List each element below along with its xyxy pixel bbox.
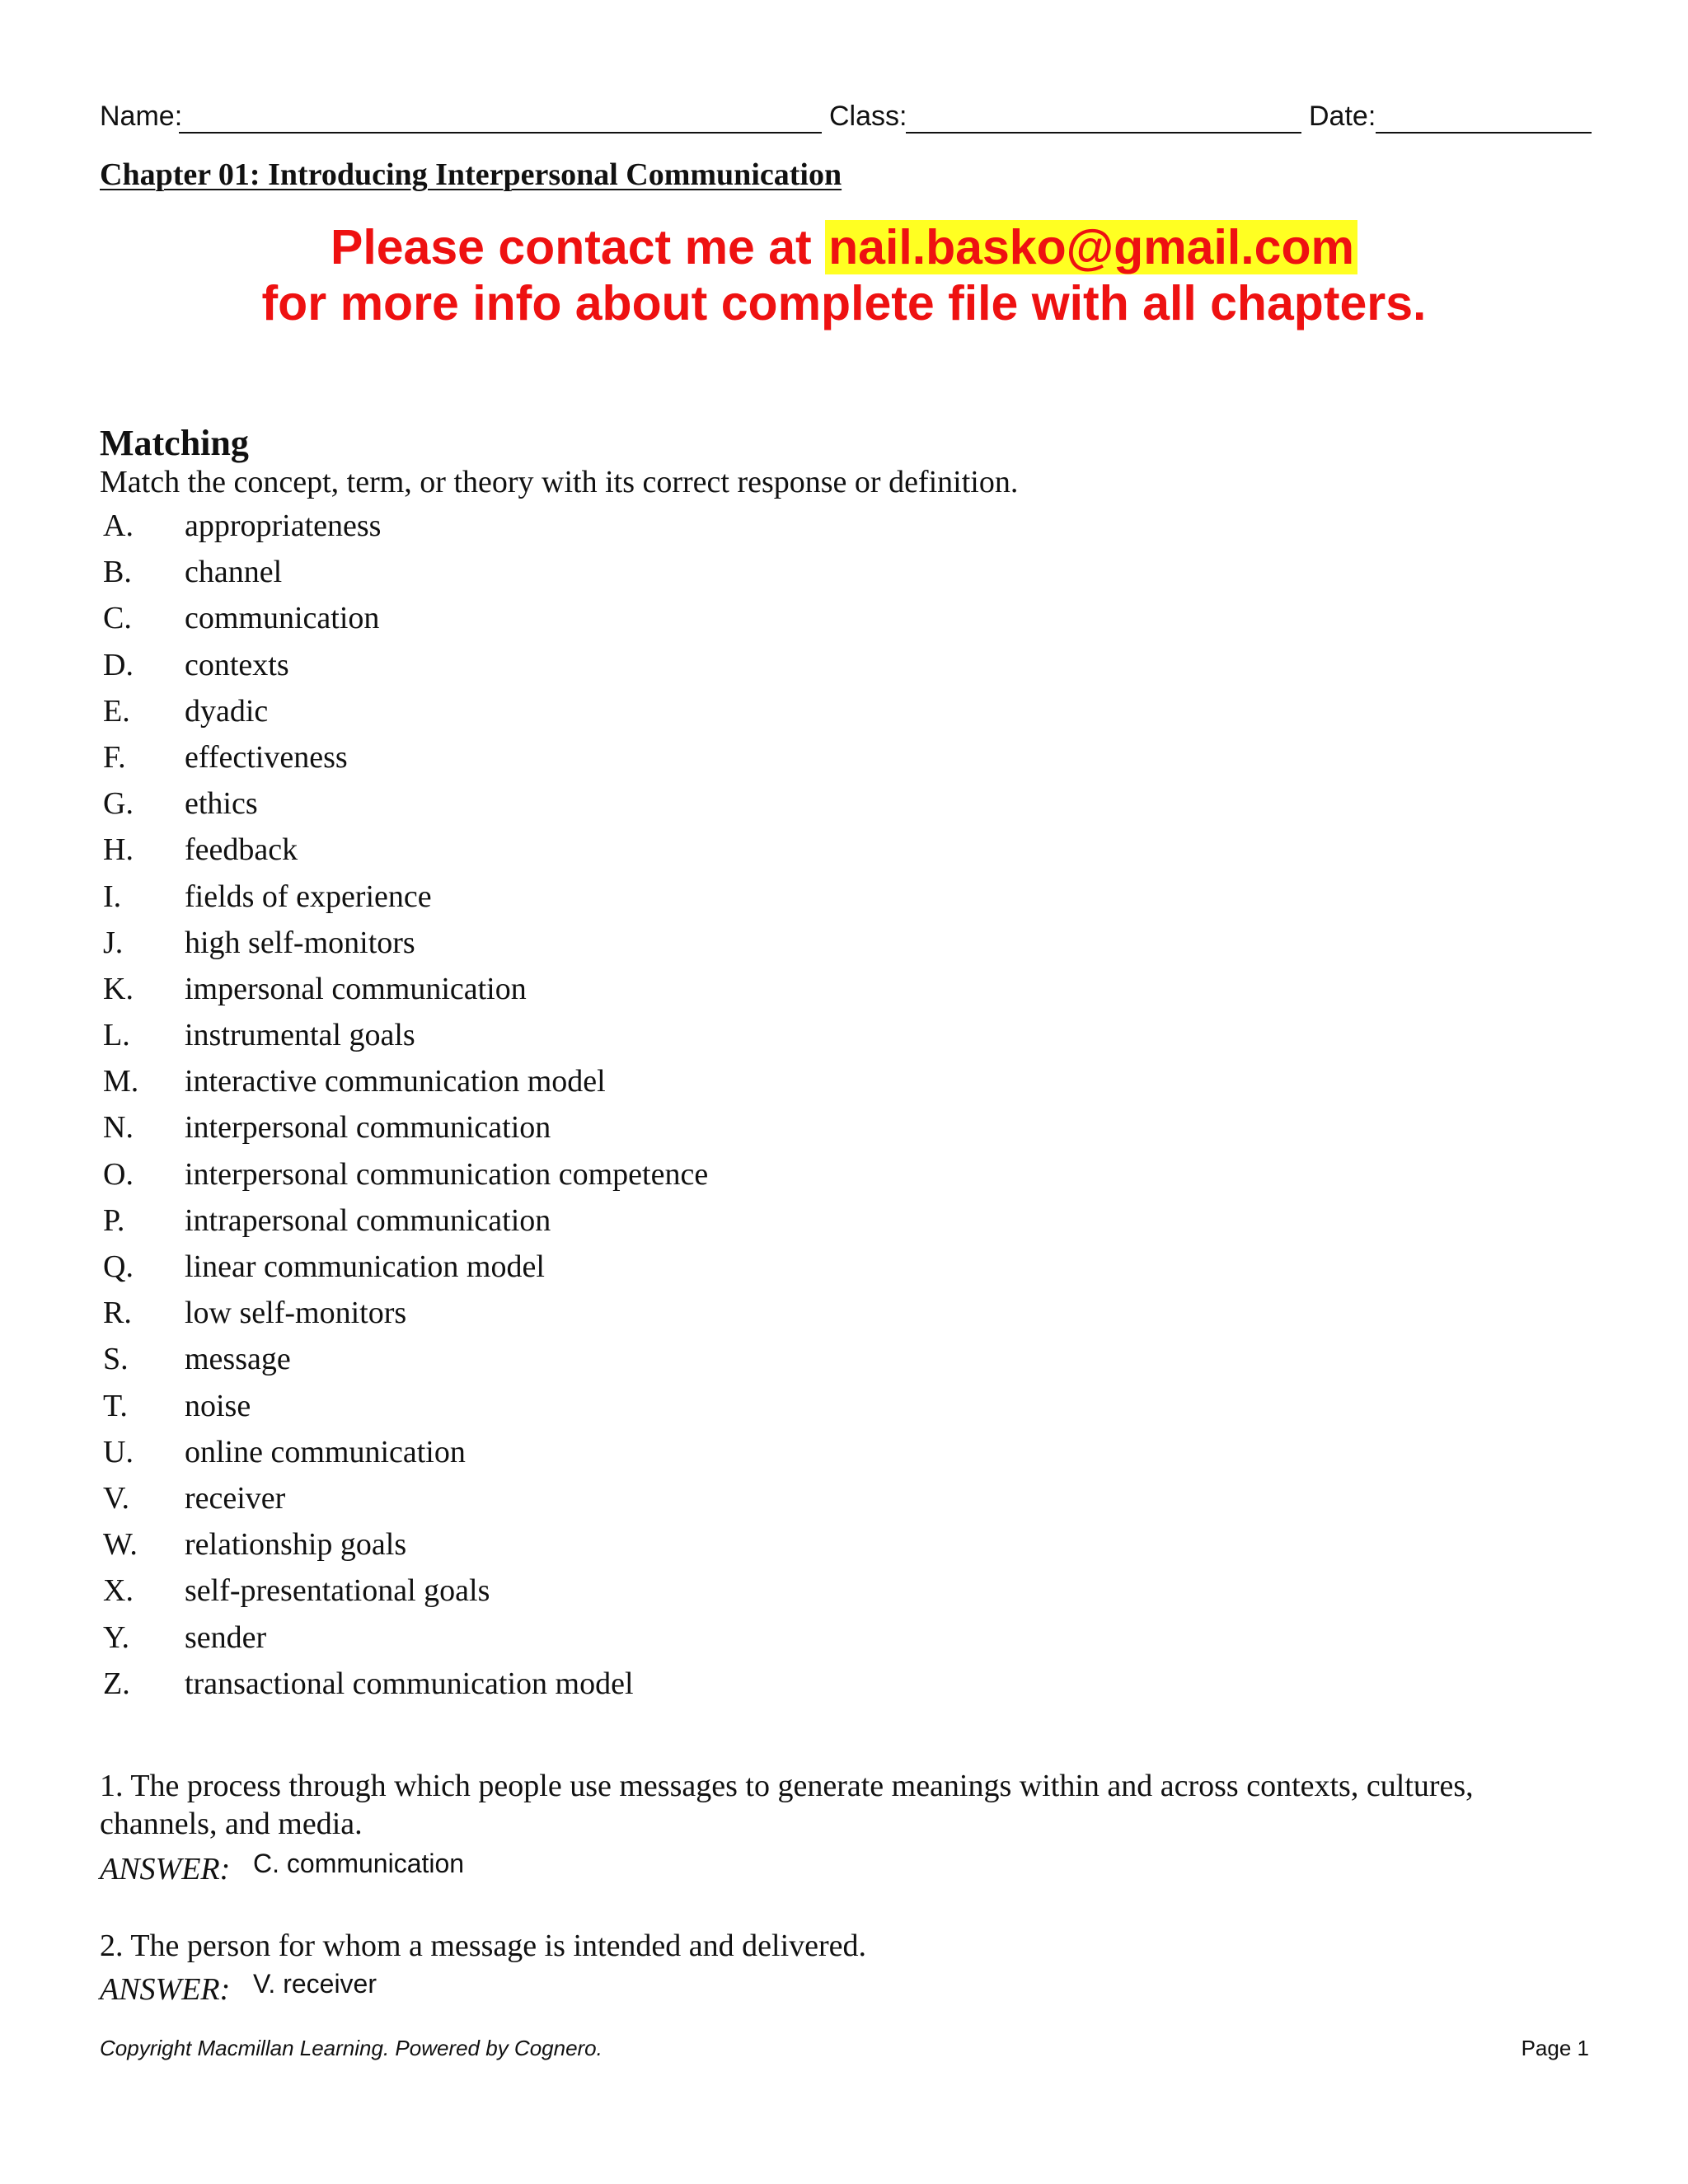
option-term: high self-monitors xyxy=(185,925,415,960)
class-label: Class: xyxy=(829,101,907,132)
chapter-title: Chapter 01: Introducing Interpersonal Communication xyxy=(100,157,842,192)
option-letter: C. xyxy=(103,601,132,636)
option-term: impersonal communication xyxy=(185,971,527,1006)
answer-row-1 xyxy=(100,1851,464,1887)
answer-label: ANSWER: xyxy=(100,1852,231,1886)
option-letter: E. xyxy=(103,693,130,729)
student-info-row xyxy=(100,97,1592,138)
option-letter: D. xyxy=(103,647,134,682)
option-letter: I. xyxy=(103,879,122,914)
contact-email: nail.basko@gmail.com xyxy=(825,220,1357,274)
option-letter: B. xyxy=(103,555,132,590)
option-term: low self-monitors xyxy=(185,1296,407,1331)
class-blank-line xyxy=(906,132,1301,134)
option-letter: R. xyxy=(103,1296,132,1331)
option-term: receiver xyxy=(185,1480,286,1516)
option-letter: X. xyxy=(103,1573,134,1609)
name-label: Name: xyxy=(100,101,183,132)
date-field[interactable] xyxy=(1309,97,1592,137)
option-term: relationship goals xyxy=(185,1527,407,1563)
option-term: instrumental goals xyxy=(185,1018,415,1053)
option-letter: A. xyxy=(103,509,134,543)
option-letter: O. xyxy=(103,1156,134,1192)
option-letter: L. xyxy=(103,1018,130,1053)
option-term: ethics xyxy=(185,786,258,822)
date-label: Date: xyxy=(1309,101,1376,132)
name-field[interactable] xyxy=(100,97,822,137)
contact-line-1 xyxy=(0,219,1688,275)
option-term: communication xyxy=(185,601,380,636)
option-term: interpersonal communication xyxy=(185,1110,551,1146)
option-letter: T. xyxy=(103,1388,128,1423)
option-term: linear communication model xyxy=(185,1249,545,1284)
option-letter: G. xyxy=(103,786,134,822)
option-term: noise xyxy=(185,1388,251,1423)
option-letter: Z. xyxy=(103,1666,130,1701)
option-letter: S. xyxy=(103,1342,129,1377)
question-1: 1. The process through which people use messages to generate meanings within and across contexts, cultures, channels, and media. xyxy=(100,1769,1474,1841)
contact-line-2: for more info about complete file with all chapters. xyxy=(261,276,1427,330)
option-term: message xyxy=(185,1342,291,1377)
option-term: channel xyxy=(185,555,283,590)
option-term: fields of experience xyxy=(185,879,432,914)
option-letter: H. xyxy=(103,832,134,868)
contact-notice xyxy=(0,219,1688,331)
option-letter: W. xyxy=(103,1527,138,1563)
option-letter: U. xyxy=(103,1434,134,1469)
option-letter: J. xyxy=(103,925,124,960)
option-term: transactional communication model xyxy=(185,1666,634,1701)
date-blank-line xyxy=(1376,132,1592,134)
option-letter: K. xyxy=(103,971,134,1006)
option-term: feedback xyxy=(185,832,298,868)
option-letter: V. xyxy=(103,1480,130,1516)
option-term: contexts xyxy=(185,647,289,682)
option-letter: Q. xyxy=(103,1249,134,1284)
option-letter: Y. xyxy=(103,1619,130,1655)
option-letter: M. xyxy=(103,1064,139,1099)
footer-copyright: Copyright Macmillan Learning. Powered by Cognero. xyxy=(100,2036,603,2060)
answer-label: ANSWER: xyxy=(100,1972,231,2007)
question-2: 2. The person for whom a message is intended and delivered. xyxy=(100,1929,867,1963)
class-field[interactable] xyxy=(829,97,1301,137)
matching-instructions: Match the concept, term, or theory with its correct response or definition. xyxy=(100,465,1019,499)
option-term: dyadic xyxy=(185,693,269,729)
page-number: Page 1 xyxy=(1521,2036,1589,2060)
answer-value: C. communication xyxy=(253,1849,465,1878)
option-term: self-presentational goals xyxy=(185,1573,490,1609)
section-title: Matching xyxy=(100,423,249,463)
answer-row-2 xyxy=(100,1971,377,2008)
option-term: interpersonal communication competence xyxy=(185,1156,709,1192)
option-term: interactive communication model xyxy=(185,1064,606,1099)
option-term: online communication xyxy=(185,1434,466,1469)
name-blank-line xyxy=(179,132,822,134)
option-letter: F. xyxy=(103,739,126,775)
contact-prefix: Please contact me at xyxy=(330,220,826,274)
option-term: intrapersonal communication xyxy=(185,1202,551,1238)
option-term: effectiveness xyxy=(185,739,348,775)
option-letter: N. xyxy=(103,1110,134,1146)
answer-value: V. receiver xyxy=(253,1969,377,1999)
option-term: sender xyxy=(185,1619,267,1655)
option-term: appropriateness xyxy=(185,509,382,543)
option-letter: P. xyxy=(103,1202,125,1238)
